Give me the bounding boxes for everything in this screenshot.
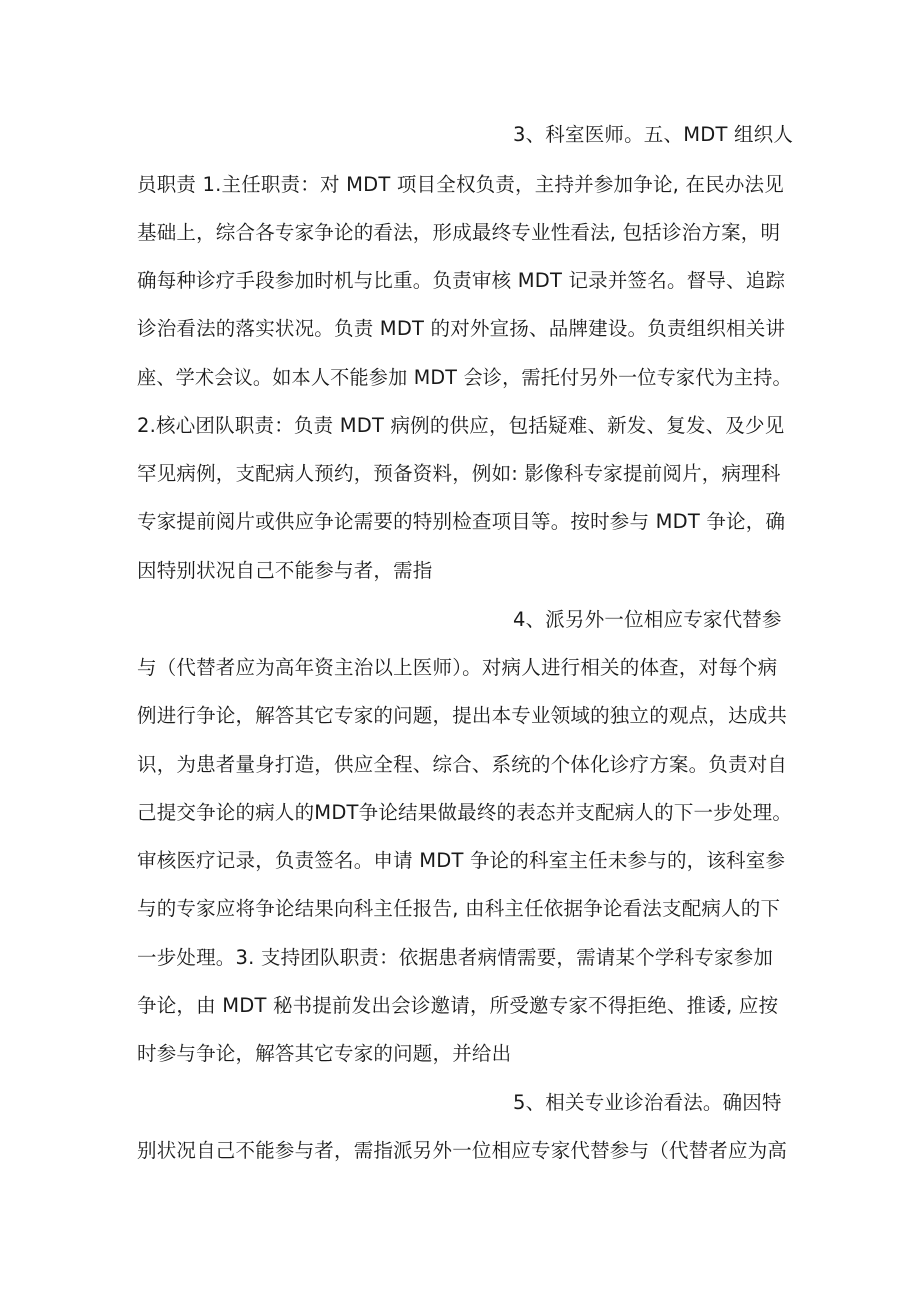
paragraph-line: 一步处理。3. 支持团队职责：依据患者病情需要，需请某个学科专家参加 xyxy=(137,946,774,969)
paragraph-line: 因特别状况自己不能参与者，需指 xyxy=(137,559,433,582)
paragraph-line: 例进行争论，解答其它专家的问题，提出本专业领域的独立的观点，达成共 xyxy=(137,704,788,727)
paragraph-line: 审核医疗记录，负责签名。申请 MDT 争论的科室主任未参与的，该科室参 xyxy=(137,849,786,872)
paragraph-line: 座、学术会议。如本人不能参加 MDT 会诊，需托付另外一位专家代为主持。 xyxy=(137,366,792,389)
paragraph-line: 与的专家应将争论结果向科主任报告, 由科主任依据争论看法支配病人的下 xyxy=(137,897,781,920)
paragraph-line: 2.核心团队职责：负责 MDT 病例的供应，包括疑难、新发、复发、及少见 xyxy=(137,414,785,437)
paragraph-line: 己提交争论的病人的MDT争论结果做最终的表态并支配病人的下一步处理。 xyxy=(137,801,793,824)
section-heading-3: 3、科室医师。五、MDT 组织人 xyxy=(513,123,794,146)
section-heading-4: 4、派另外一位相应专家代替参 xyxy=(513,608,782,631)
paragraph-line: 基础上，综合各专家争论的看法，形成最终专业性看法, 包括诊治方案，明 xyxy=(137,221,781,244)
paragraph-line: 争论，由 MDT 秘书提前发出会诊邀请，所受邀专家不得拒绝、推诿, 应按 xyxy=(137,994,779,1017)
paragraph-line: 诊治看法的落实状况。负责 MDT 的对外宣扬、品牌建设。负责组织相关讲 xyxy=(137,317,786,340)
paragraph-line: 员职责 1.主任职责：对 MDT 项目全权负责，主持并参加争论, 在民办法见 xyxy=(137,173,784,196)
paragraph-line: 专家提前阅片或供应争论需要的特别检查项目等。按时参与 MDT 争论，确 xyxy=(137,510,786,533)
paragraph-line: 罕见病例，支配病人预约，预备资料，例如: 影像科专家提前阅片，病理科 xyxy=(137,462,781,485)
paragraph-line: 与（代替者应为高年资主治以上医师）。对病人进行相关的体查，对每个病 xyxy=(137,656,778,679)
paragraph-line: 识，为患者量身打造，供应全程、综合、系统的个体化诊疗方案。负责对自 xyxy=(137,753,788,776)
section-heading-5: 5、相关专业诊治看法。确因特 xyxy=(513,1091,782,1114)
paragraph-line: 时参与争论，解答其它专家的问题，并给出 xyxy=(137,1042,512,1065)
paragraph-line: 确每种诊疗手段参加时机与比重。负责审核 MDT 记录并签名。督导、追踪 xyxy=(137,269,786,292)
paragraph-line: 别状况自己不能参与者，需指派另外一位相应专家代替参与（代替者应为高 xyxy=(137,1139,788,1162)
